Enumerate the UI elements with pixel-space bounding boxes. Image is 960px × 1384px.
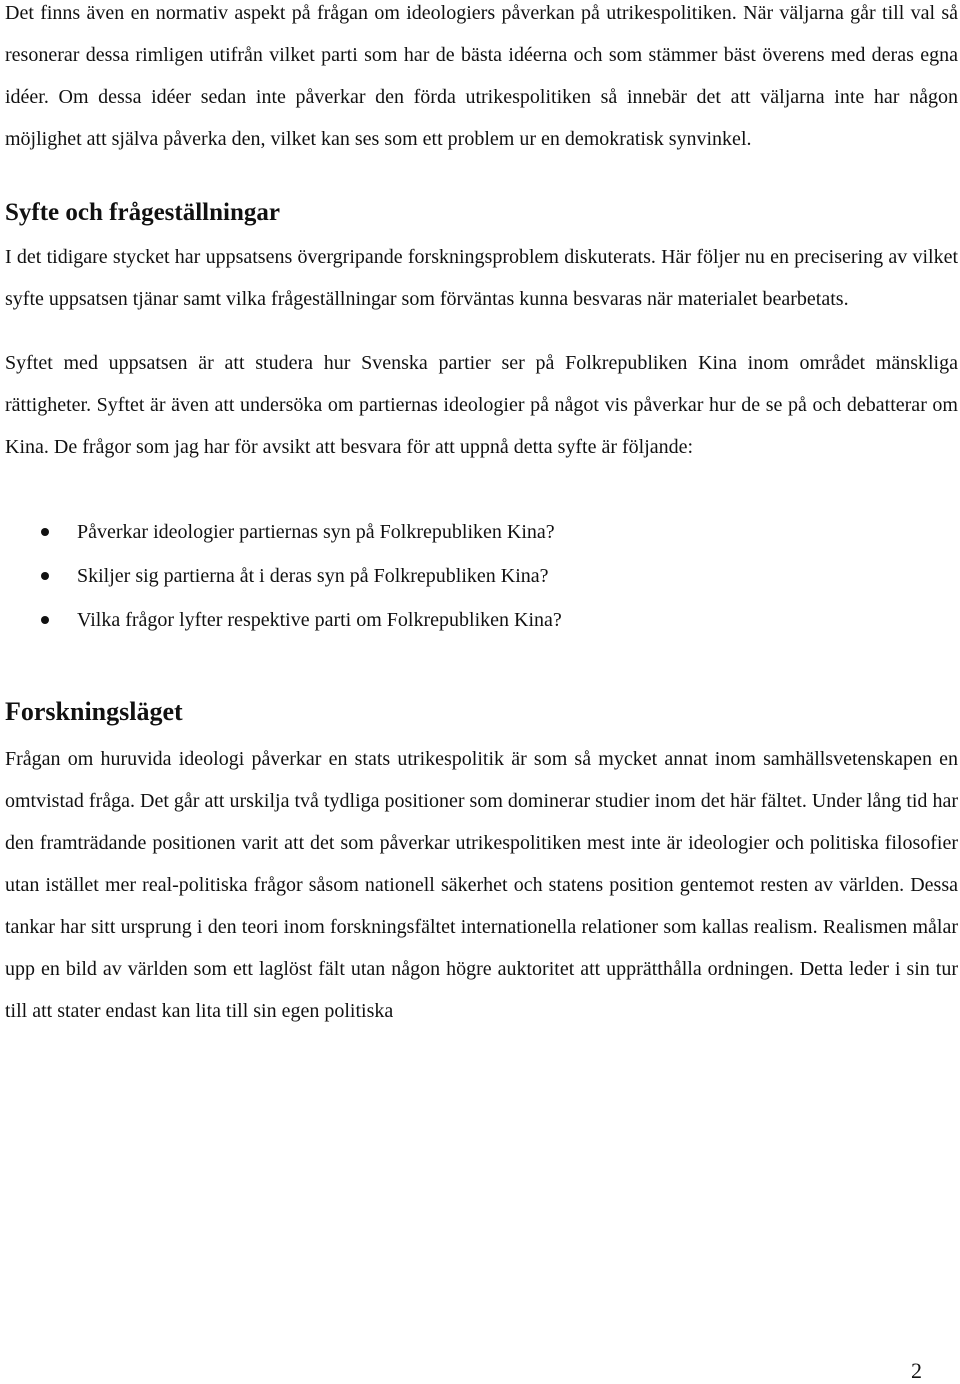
question-text: Påverkar ideologier partiernas syn på Folkrepubliken Kina?: [77, 521, 555, 543]
list-item: [5, 598, 958, 642]
bullet-icon: [41, 528, 49, 536]
list-item: [5, 554, 958, 598]
syfte-paragraph-1: I det tidigare stycket har uppsatsens övergripande forskningsproblem diskuterats. Här följer nu en precisering av vilket syfte uppsatsen tjänar samt vilka frågeställningar som förväntas kunna besvaras när materialet bearbetats.: [5, 246, 958, 310]
bullet-icon: [41, 572, 49, 580]
syfte-paragraph-2: Syftet med uppsatsen är att studera hur Svenska partier ser på Folkrepubliken Kina inom området mänskliga rättigheter. Syftet är även att undersöka om partiernas ideologier på något vis påverkar hur de se på och debatterar om Kina. De frågor som jag har för avsikt att besvara för att uppnå detta syfte är följande:: [5, 352, 958, 458]
section-heading-syfte: Syfte och frågeställningar: [5, 199, 280, 226]
list-item: [5, 510, 958, 554]
bullet-icon: [41, 616, 49, 624]
research-questions-list: [5, 510, 958, 642]
question-text: Vilka frågor lyfter respektive parti om Folkrepubliken Kina?: [77, 609, 562, 631]
document-page: [5, 0, 958, 1032]
intro-paragraph: Det finns även en normativ aspekt på frågan om ideologiers påverkan på utrikespolitiken. När väljarna går till val så resonerar dessa rimligen utifrån vilket parti som har de bästa idéerna och som stämmer bäst överens med deras egna idéer. Om dessa idéer sedan inte påverkar den förda utrikespolitiken så innebär det att väljarna inte har någon möjlighet att själva påverka den, vilket kan ses som ett problem ur en demokratisk synvinkel.: [5, 2, 958, 150]
section-heading-forskningslaget: Forskningsläget: [5, 697, 183, 726]
forskning-paragraph: Frågan om huruvida ideologi påverkar en stats utrikespolitik är som så mycket annat inom samhällsvetenskapen en omtvistad fråga. Det går att urskilja två tydliga positioner som dominerar studier inom det här fältet. Under lång tid har den framträdande positionen varit att det som påverkar utrikespolitiken mest inte är ideologier och politiska filosofier utan istället mer real-politiska frågor såsom nationell säkerhet och statens position gentemot resten av världen. Dessa tankar har sitt ursprung i den teori inom forskningsfältet internationella relationer som kallas realism. Realismen målar upp en bild av världen som ett laglöst fält utan någon högre auktoritet att upprätthålla ordningen. Detta leder i sin tur till att stater endast kan lita till sin egen politiska: [5, 748, 958, 1022]
question-text: Skiljer sig partierna åt i deras syn på Folkrepubliken Kina?: [77, 565, 549, 587]
page-number: 2: [911, 1358, 922, 1383]
